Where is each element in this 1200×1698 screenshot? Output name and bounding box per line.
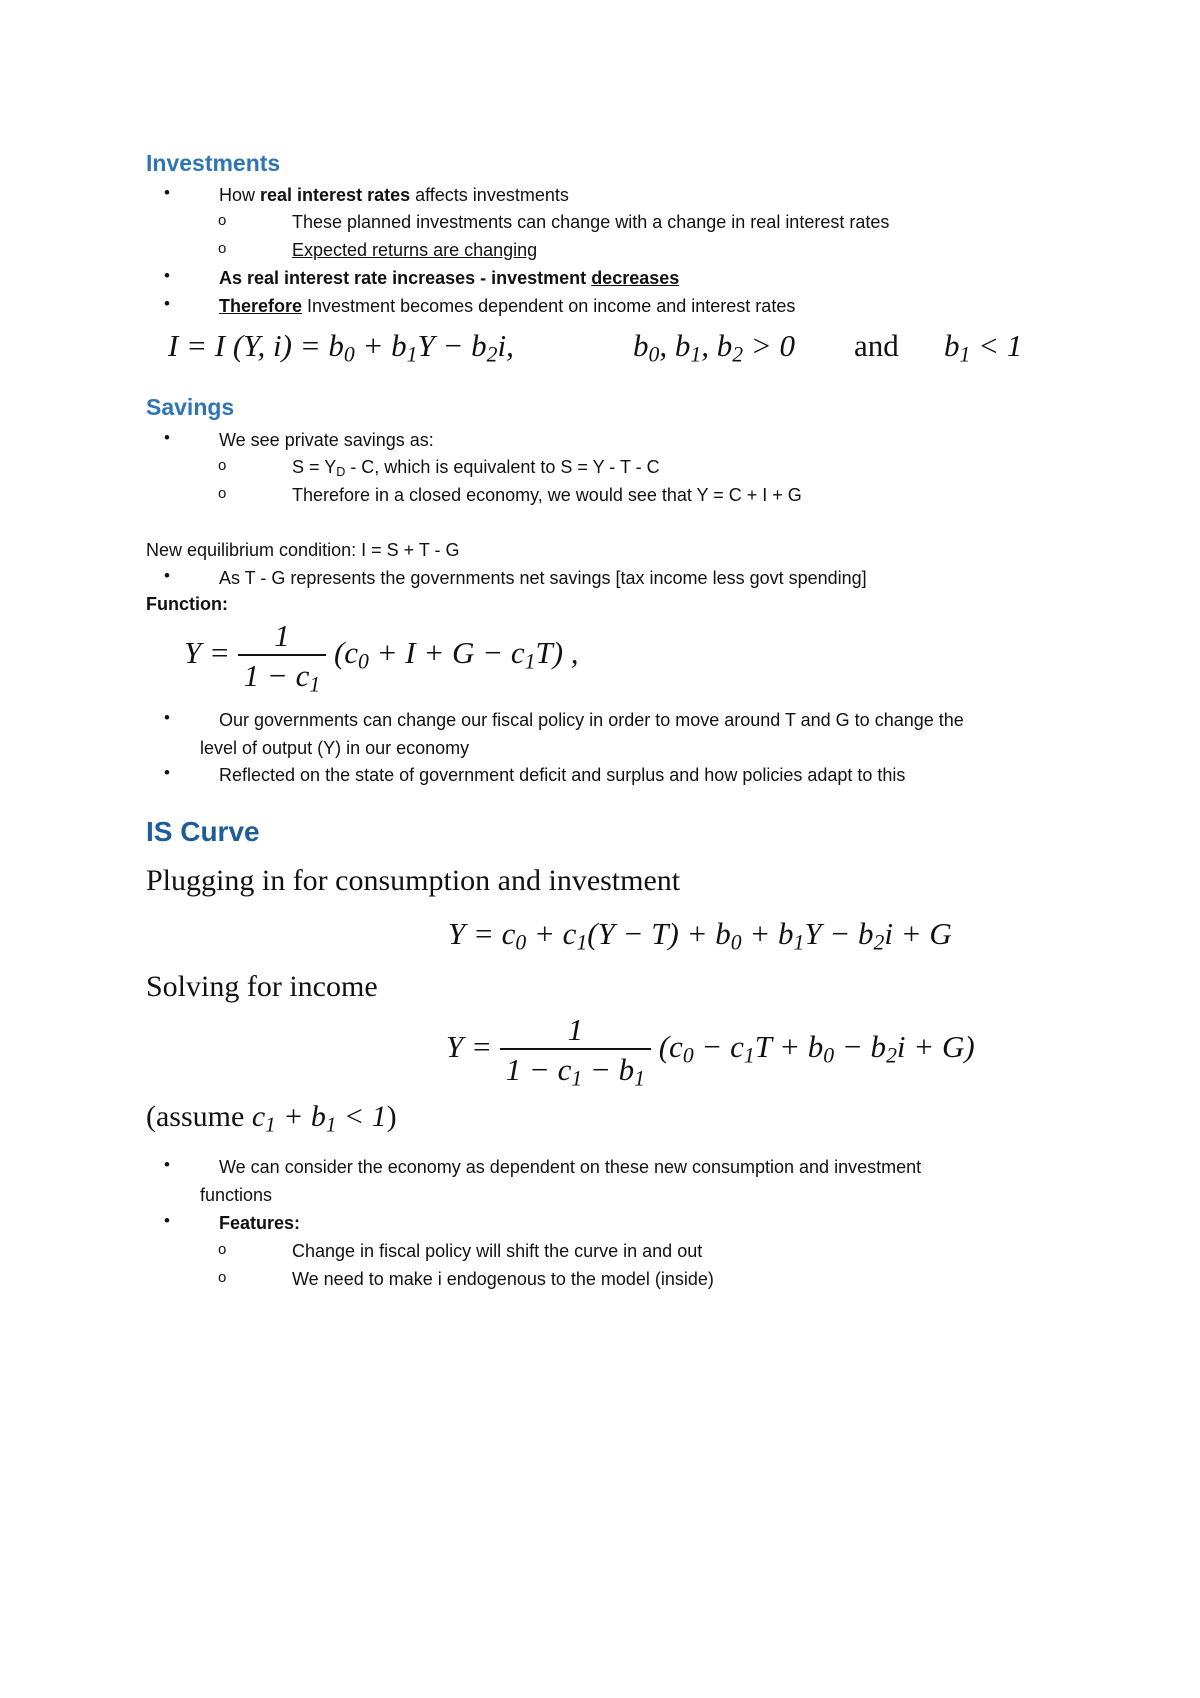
savings-heading: Savings: [146, 394, 235, 420]
savings-sub-1: $S = Y_D - C$, which is equivalent to S = Y - T - C: [292, 457, 660, 480]
equilibrium-condition: New equilibrium condition: I = S + T - G: [146, 540, 460, 560]
bullet-icon: •: [164, 266, 170, 285]
is-curve-plugged-formula: $Y = c_0 + c_1(Y - T) + b_0 + b_1Y - b_2i + G$: [448, 916, 952, 955]
investments-bullet-1: How real interest rates affects investments: [219, 185, 569, 205]
is-curve-heading: IS Curve: [146, 816, 260, 847]
bullet-icon: •: [164, 763, 170, 782]
sub-bullet-icon: o: [218, 1241, 227, 1258]
savings-bullet-3-line-2: level of output (Y) in our economy: [200, 738, 470, 758]
bullet-icon: •: [164, 428, 170, 447]
savings-bullet-2: As T - G represents the governments net savings [tax income less govt spending]: [219, 568, 867, 588]
bullet-icon: •: [164, 294, 170, 313]
function-label: Function:: [146, 594, 228, 614]
sub-bullet-icon: o: [218, 457, 227, 474]
formula-and-word: and: [854, 328, 899, 363]
plugging-caption: Plugging in for consumption and investment: [146, 864, 681, 897]
is-curve-bullet-2: Features:: [219, 1213, 301, 1233]
savings-bullet-1: We see private savings as:: [219, 430, 434, 450]
sub-bullet-icon: o: [218, 212, 227, 229]
bullet-icon: •: [164, 1211, 170, 1230]
bullet-icon: •: [164, 183, 170, 202]
investments-bullet-2: As real interest rate increases - investment decreases: [219, 268, 680, 288]
fraction: $\frac{1}{1 - c_1 - b_1}$: [500, 1012, 651, 1088]
savings-bullet-4: Reflected on the state of government deficit and surplus and how policies adapt to this: [219, 765, 906, 785]
is-curve-sub-1: Change in fiscal policy will shift the curve in and out: [292, 1241, 703, 1261]
sub-bullet-icon: o: [218, 240, 227, 257]
bullet-icon: •: [164, 566, 170, 585]
is-curve-solved-formula: Y = $\frac{1}{1 - c_1 - b_1}$ $(c_0 - c_1T + b_0 - b_2i + G)$: [446, 1012, 975, 1091]
bullet-icon: •: [164, 1155, 170, 1174]
investments-sub-1: These planned investments can change with a change in real interest rates: [292, 212, 890, 232]
is-curve-bullet-1-line-1: We can consider the economy as dependent on these new consumption and investment: [219, 1157, 922, 1177]
investment-b1-condition: $b_1 < 1$: [944, 328, 1023, 367]
fraction: $\frac{1}{1 - c_1}$: [238, 618, 327, 694]
sub-bullet-icon: o: [218, 485, 227, 502]
is-curve-bullet-1-line-2: functions: [200, 1185, 273, 1205]
assumption-formula: (assume $c_1 + b_1 < 1$): [146, 1100, 397, 1137]
savings-bullet-3-line-1: Our governments can change our fiscal policy in order to move around T and G to change the: [219, 710, 964, 730]
investments-bullet-3: Therefore Investment becomes dependent on income and interest rates: [219, 296, 796, 316]
output-function-formula: Y = $\frac{1}{1 - c_1}$ $(c_0 + I + G - c_1T)$ ,: [184, 618, 579, 697]
sub-bullet-icon: o: [218, 1269, 227, 1286]
investments-sub-2: Expected returns are changing: [292, 240, 538, 260]
investment-coefficients-formula: $b_0$, $b_1$, $b_2 > 0$: [633, 328, 795, 367]
savings-sub-2: Therefore in a closed economy, we would see that Y = C + I + G: [292, 485, 802, 505]
investment-function-formula: I = I (Y, $i) = b_0 + b_1Y - b_2i$,: [168, 328, 514, 367]
is-curve-sub-2: We need to make i endogenous to the model (inside): [292, 1269, 714, 1289]
solving-caption: Solving for income: [146, 970, 378, 1003]
bullet-icon: •: [164, 708, 170, 727]
investments-heading: Investments: [146, 150, 281, 176]
